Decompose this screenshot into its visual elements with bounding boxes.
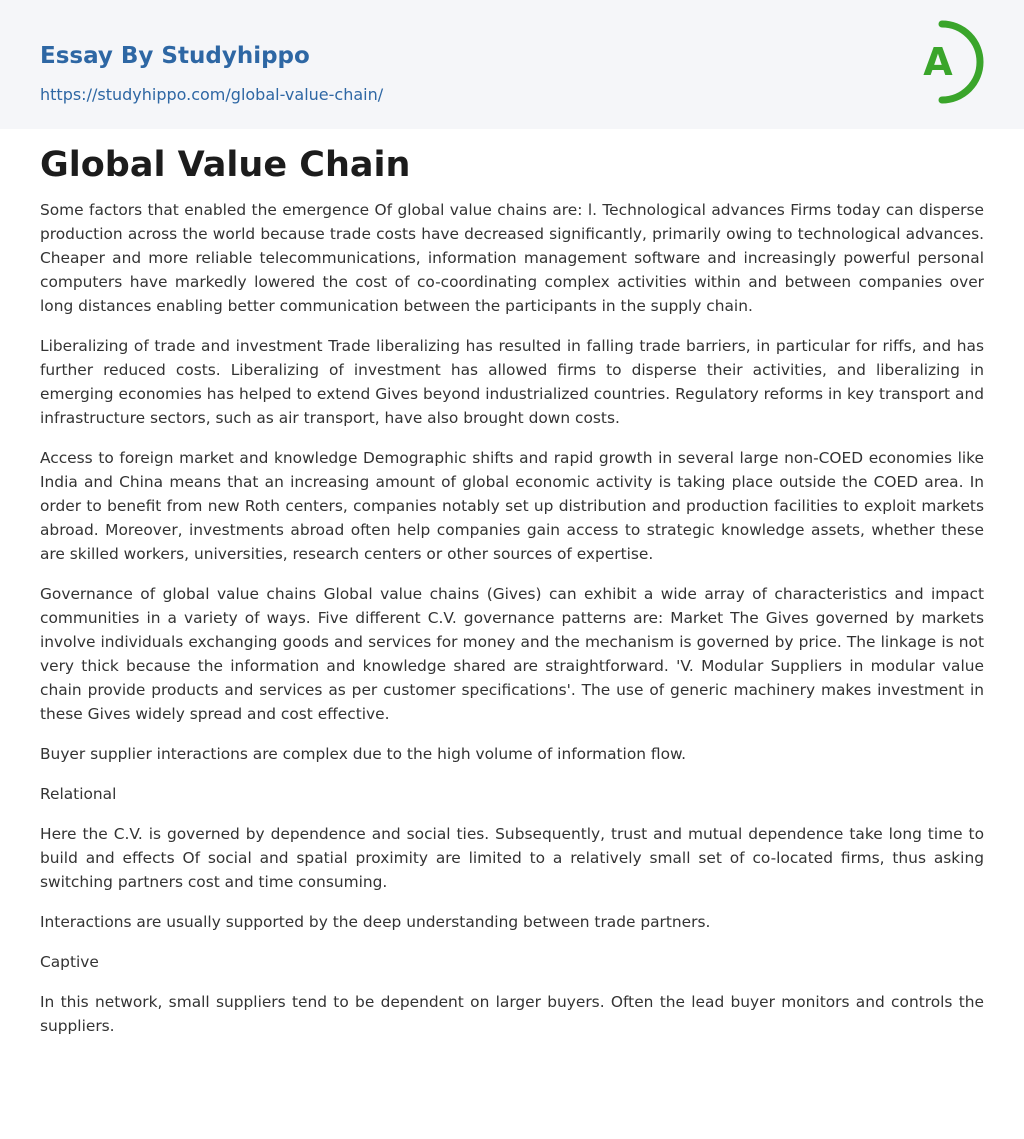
article [0,129,1024,1038]
site-header [0,0,1024,129]
article-paragraph: Access to foreign market and knowledge Demographic shifts and rapid growth in several large non-COED economies like India and China means that an increasing amount of global economic activity is taking place outside the COED area. In order to benefit from new Roth centers, companies notably set up distribution and production facilities to exploit markets abroad. Moreover, investments abroad often help companies gain access to strategic knowledge assets, whether these are skilled workers, universities, research centers or other sources of expertise. [40,449,984,563]
logo-letter: A [923,40,953,84]
studyhippo-logo-icon[interactable] [914,18,986,106]
article-paragraph: Governance of global value chains Global value chains (Gives) can exhibit a wide array of characteristics and impact communities in a variety of ways. Five different C.V. governance patterns are: Market The Gives governed by markets involve individuals exchanging goods and services for money and the mechanism is governed by price. The linkage is not very thick because the information and knowledge shared are straightforward. 'V. Modular Suppliers in modular value chain provide products and services as per customer specifications'. The use of generic machinery makes investment in these Gives widely spread and cost effective. [40,585,984,723]
article-paragraph: Here the C.V. is governed by dependence and social ties. Subsequently, trust and mutual dependence take long time to build and effects Of social and spatial proximity are limited to a relatively small set of co-located firms, thus asking switching partners cost and time consuming. [40,825,984,891]
article-paragraph: In this network, small suppliers tend to be dependent on larger buyers. Often the lead buyer monitors and controls the suppliers. [40,993,984,1035]
article-title: Global Value Chain [40,145,411,185]
brand-title: Essay By Studyhippo [40,43,310,69]
article-paragraph: Interactions are usually supported by the deep understanding between trade partners. [40,913,711,931]
article-paragraph: Buyer supplier interactions are complex due to the high volume of information flow. [40,745,687,763]
article-subheading: Relational [40,785,117,803]
article-paragraph: Liberalizing of trade and investment Trade liberalizing has resulted in falling trade barriers, in particular for riffs, and has further reduced costs. Liberalizing of investment has allowed firms to disperse their activities, and liberalizing in emerging economies has helped to extend Gives beyond industrialized countries. Regulatory reforms in key transport and infrastructure sectors, such as air transport, have also brought down costs. [40,337,984,427]
essay-url-link[interactable]: https://studyhippo.com/global-value-chain/ [40,85,384,104]
article-subheading: Captive [40,953,99,971]
article-paragraph: Some factors that enabled the emergence Of global value chains are: l. Technological advances Firms today can disperse production across the world because trade costs have decreased significantly, primarily owing to technological advances. Cheaper and more reliable telecommunications, information management software and increasingly powerful personal computers have markedly lowered the cost of co-coordinating complex activities within and between companies over long distances enabling better communication between the participants in the supply chain. [40,201,984,315]
